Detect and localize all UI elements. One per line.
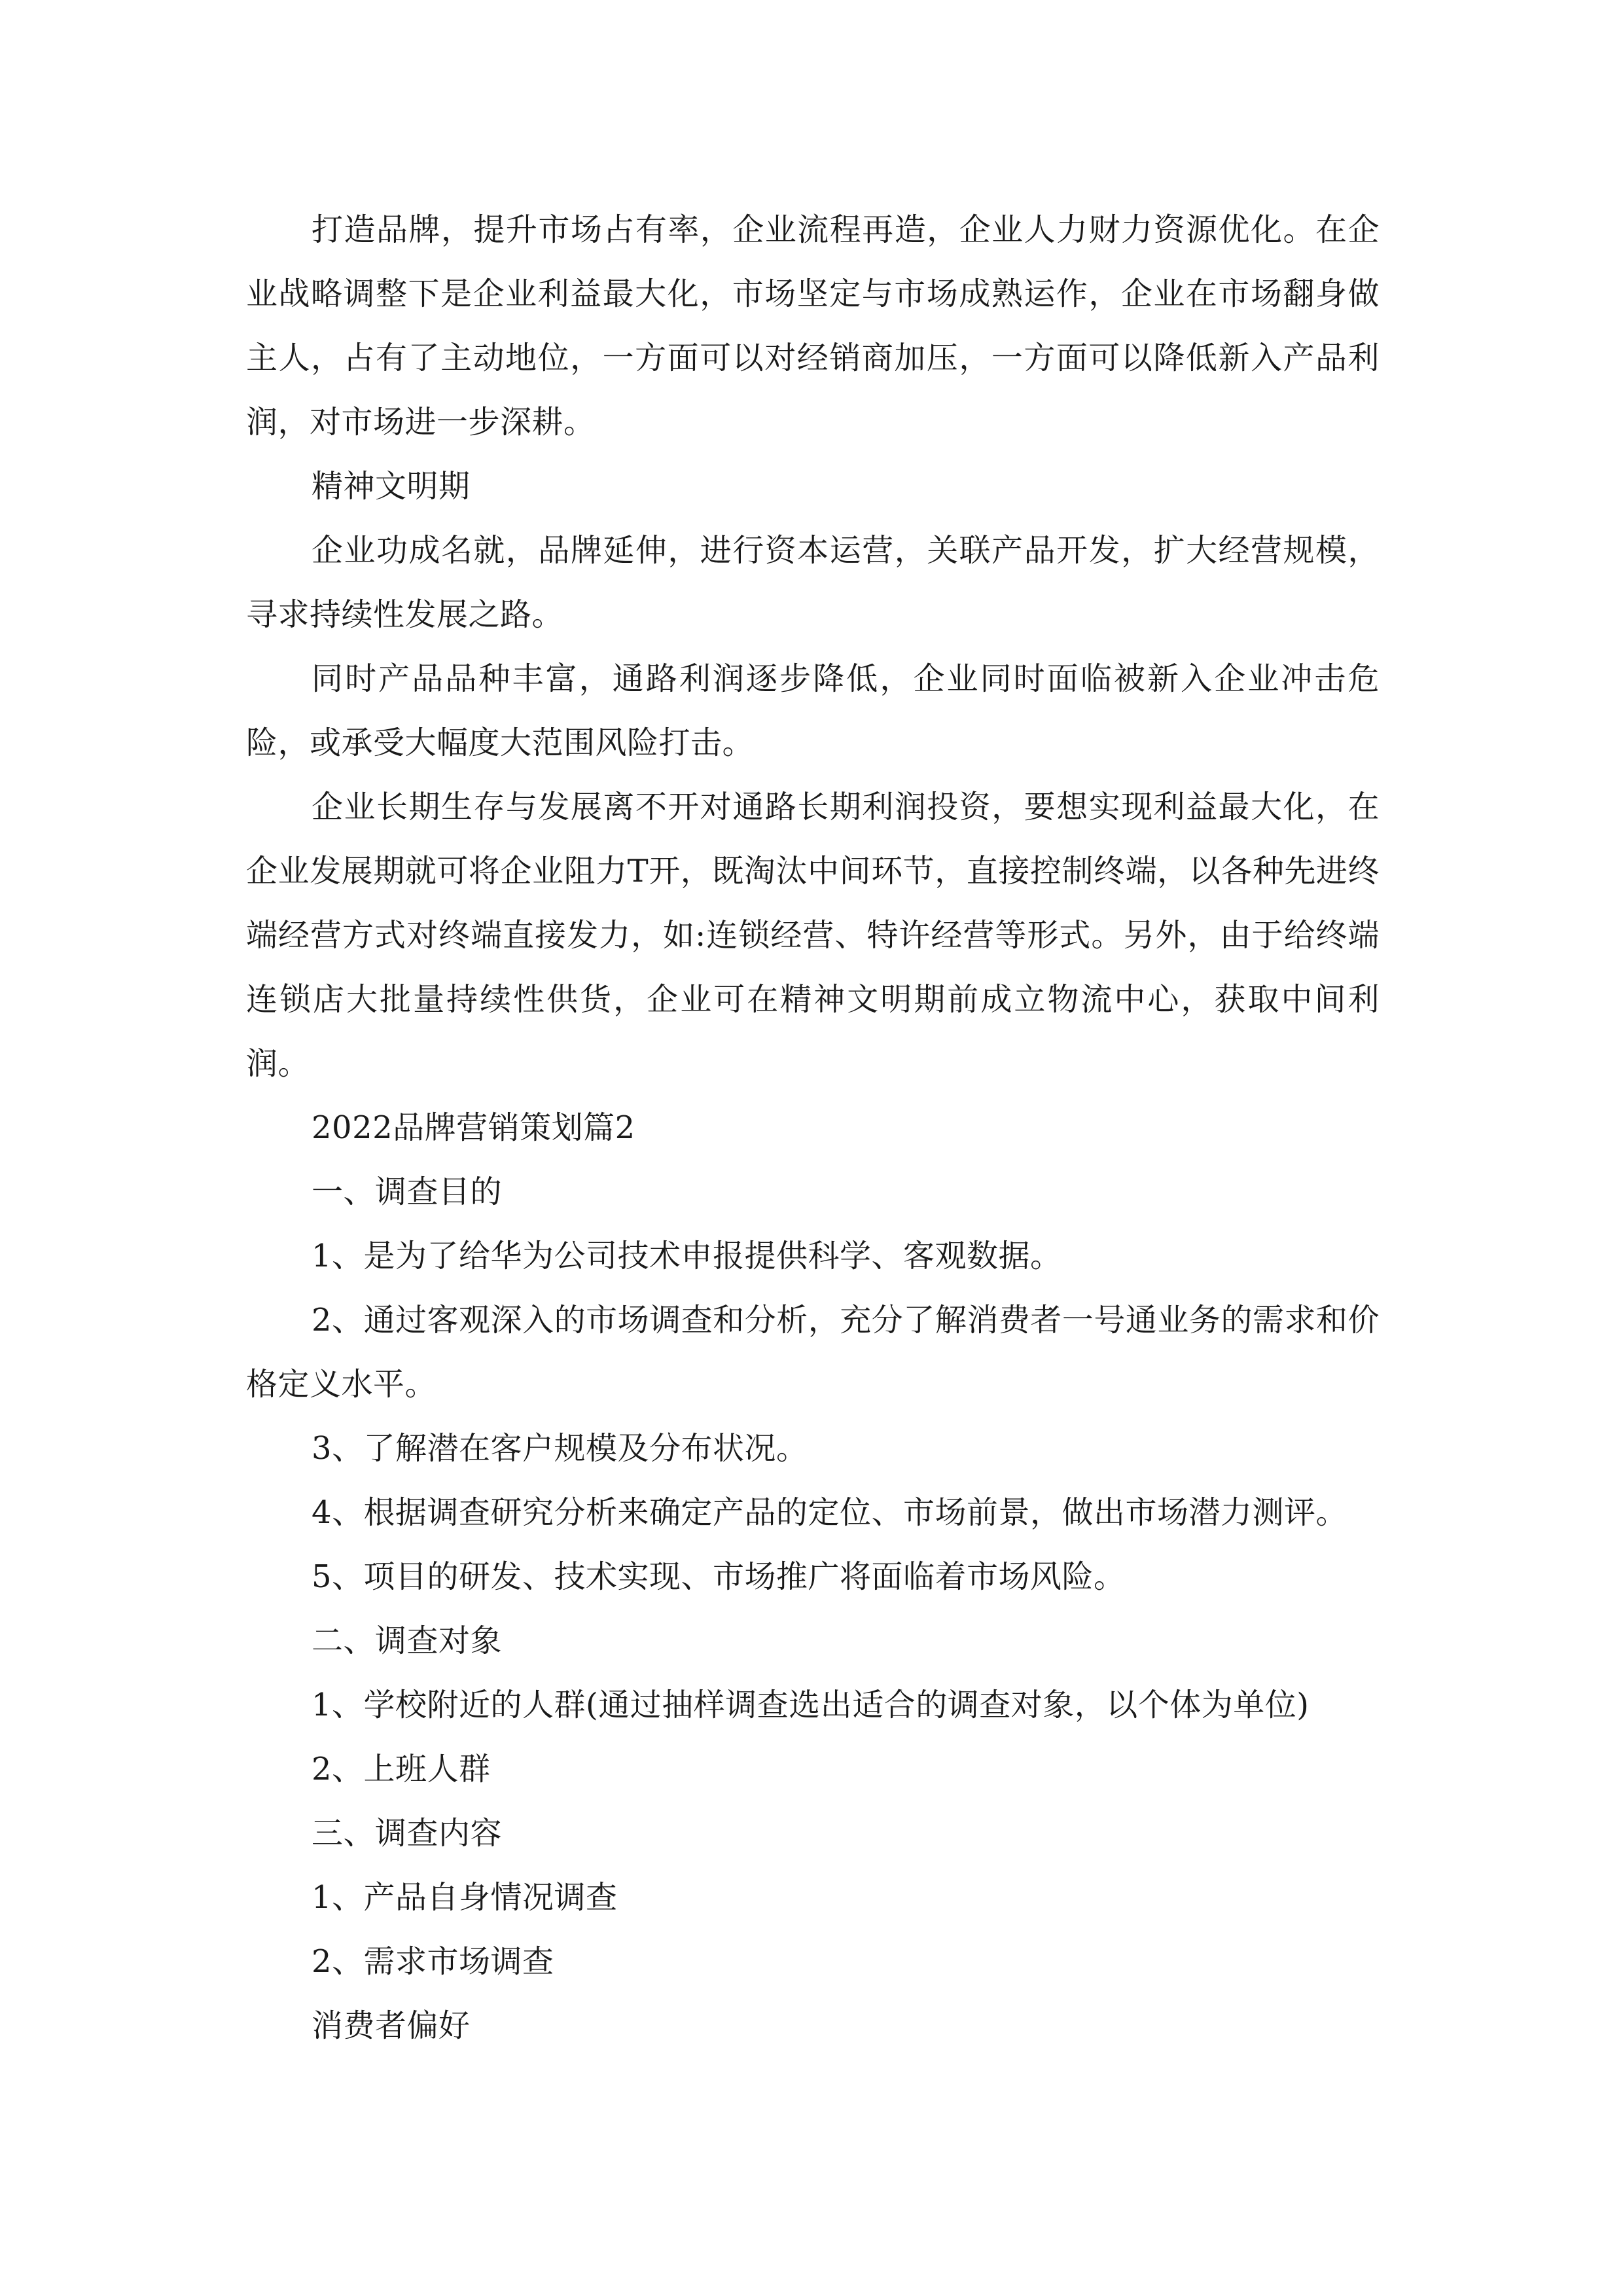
list-item-purpose-1: 1、是为了给华为公司技术申报提供科学、客观数据。: [312, 1238, 1062, 1274]
subheading-consumer-preference: 消费者偏好: [312, 2007, 471, 2044]
paragraph-product-variety: 同时产品品种丰富，通路利润逐步降低，企业同时面临被新入企业冲击危险，或承受大幅度大范围风险打击。: [246, 660, 1380, 761]
heading-survey-purpose: 一、调查目的: [312, 1174, 503, 1210]
list-item-purpose-3: 3、了解潜在客户规模及分布状况。: [312, 1430, 808, 1467]
paragraph-brand-building: 打造品牌，提升市场占有率，企业流程再造，企业人力财力资源优化。在企业战略调整下是企业利益最大化，市场坚定与市场成熟运作，企业在市场翻身做主人，占有了主动地位，一方面可以对经销商加压，一方面可以降低新入产品利润，对市场进一步深耕。: [246, 211, 1380, 440]
heading-survey-target: 二、调查对象: [312, 1623, 503, 1659]
document-body: [246, 198, 1380, 2058]
list-item-content-1: 1、产品自身情况调查: [312, 1879, 618, 1916]
list-item-purpose-5: 5、项目的研发、技术实现、市场推广将面临着市场风险。: [312, 1558, 1126, 1595]
heading-survey-content: 三、调查内容: [312, 1815, 503, 1852]
section-title-part-2: 2022品牌营销策划篇2: [312, 1109, 635, 1146]
list-item-purpose-4: 4、根据调查研究分析来确定产品的定位、市场前景，做出市场潜力测评。: [312, 1494, 1348, 1531]
list-item-target-1: 1、学校附近的人群(通过抽样调查选出适合的调查对象，以个体为单位): [312, 1687, 1310, 1723]
list-item-target-2: 2、上班人群: [312, 1751, 491, 1787]
list-item-purpose-2: 2、通过客观深入的市场调查和分析，充分了解消费者一号通业务的需求和价格定义水平。: [246, 1302, 1380, 1403]
paragraph-brand-extension: 企业功成名就，品牌延伸，进行资本运营，关联产品开发，扩大经营规模，寻求持续性发展之路。: [246, 532, 1380, 633]
paragraph-channel-investment: 企业长期生存与发展离不开对通路长期利润投资，要想实现利益最大化，在企业发展期就可将企业阻力T开，既淘汰中间环节，直接控制终端，以各种先进终端经营方式对终端直接发力，如:连锁经营、特许经营等形式。另外，由于给终端连锁店大批量持续性供货，企业可在精神文明期前成立物流中心，获取中间利润。: [246, 789, 1380, 1082]
list-item-content-2: 2、需求市场调查: [312, 1943, 554, 1980]
heading-spiritual-civilization-stage: 精神文明期: [312, 468, 471, 505]
